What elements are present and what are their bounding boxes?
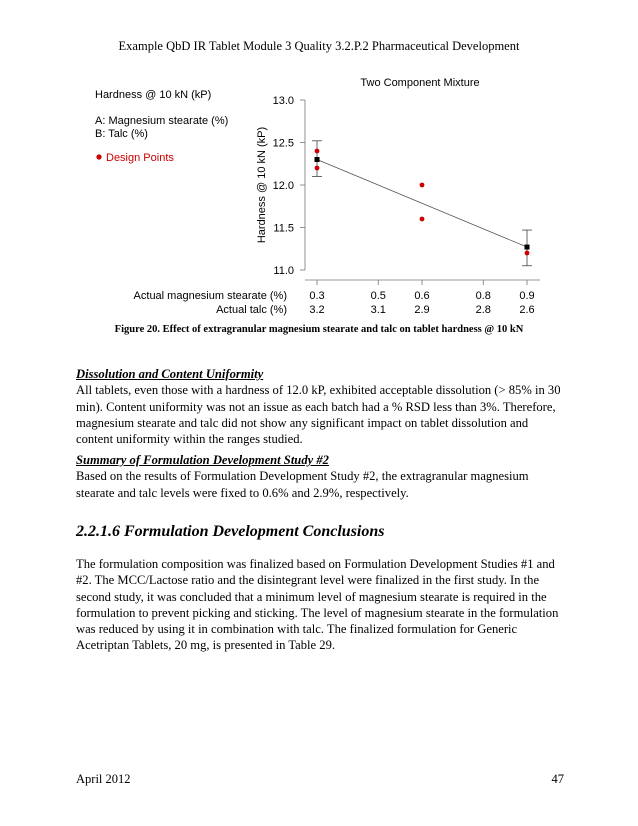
design-point — [420, 217, 425, 222]
section-body: All tablets, even those with a hardness of 12.0 kP, exhibited acceptable dissolution (> 85% in 30 min). Content uniformity was not an issue as each batch had a % RSD less than 3%. Therefore, magnesium stearate and talc did not show any significant impact on tablet dissolution and content uniformity within the ranges studied. — [76, 383, 561, 447]
section-body: Based on the results of Formulation Development Study #2, the extragranular magnesium stearate and talc levels were fixed to 0.6% and 2.9%, respectively. — [76, 469, 529, 500]
x-row2-tick-label: 3.2 — [309, 304, 325, 316]
plot-layer — [273, 95, 535, 316]
legend-factor-a: A: Magnesium stearate (%) — [95, 115, 229, 127]
section-heading: Summary of Formulation Development Study #2 — [76, 453, 329, 467]
y-tick-label: 11.5 — [273, 222, 294, 235]
section-heading: Dissolution and Content Uniformity — [76, 367, 264, 381]
design-point — [420, 183, 425, 188]
conclusions-heading: 2.2.1.6 Formulation Development Conclusions — [76, 523, 385, 540]
legend-response: Hardness @ 10 kN (kP) — [95, 89, 212, 101]
x-row2-tick-label: 3.1 — [370, 304, 386, 316]
design-point — [315, 166, 320, 171]
page-number: 47 — [551, 772, 564, 786]
model-point — [315, 157, 320, 162]
y-tick-label: 13.0 — [272, 95, 294, 107]
legend-design-point-marker — [96, 154, 101, 159]
section-dissolution — [76, 366, 566, 447]
x-row1-tick-label: 0.3 — [309, 290, 325, 302]
model-point — [525, 245, 530, 250]
footer-date: April 2012 — [76, 772, 131, 786]
x-row2-label: Actual talc (%) — [216, 304, 287, 316]
x-row1-tick-label: 0.9 — [519, 290, 535, 302]
x-row2-tick-label: 2.8 — [475, 304, 491, 316]
x-row1-tick-label: 0.8 — [475, 290, 491, 302]
x-row2-tick-label: 2.6 — [519, 304, 535, 316]
chart-title: Two Component Mixture — [360, 77, 480, 89]
y-tick-label: 11.0 — [273, 265, 294, 277]
legend-factor-b: B: Talc (%) — [95, 128, 148, 140]
design-point — [315, 149, 320, 154]
x-row1-label: Actual magnesium stearate (%) — [133, 290, 287, 302]
conclusions-body: The formulation composition was finalized based on Formulation Development Studies #1 and #2. The MCC/Lactose ratio and the disintegrant level were finalized in the first study. In the second study, it was concluded that a minimum level of magnesium stearate is required in the formulation to prevent picking and sticking. The level of magnesium stearate in the formulation was reduced by using it in combination with talc. The finalized formulation for Generic Acetriptan Tablets, 20 mg, is presented in Table 29. — [76, 557, 559, 653]
y-axis-label: Hardness @ 10 kN (kP) — [256, 126, 268, 244]
page-header: Example QbD IR Tablet Module 3 Quality 3.2.P.2 Pharmaceutical Development — [118, 39, 520, 53]
y-tick-label: 12.0 — [272, 180, 294, 192]
chart-container — [0, 70, 638, 320]
mixture-chart — [0, 70, 638, 320]
section-summary — [76, 452, 566, 501]
model-line — [317, 160, 527, 248]
x-row1-tick-label: 0.5 — [370, 290, 386, 302]
figure-caption: Figure 20. Effect of extragranular magnesium stearate and talc on tablet hardness @ 10 kN — [114, 324, 524, 335]
x-row2-tick-label: 2.9 — [414, 304, 430, 316]
legend-design-points: Design Points — [106, 152, 174, 164]
x-row1-tick-label: 0.6 — [414, 290, 430, 302]
section-conclusions — [76, 556, 566, 654]
y-tick-label: 12.5 — [272, 137, 294, 150]
design-point — [525, 251, 530, 256]
